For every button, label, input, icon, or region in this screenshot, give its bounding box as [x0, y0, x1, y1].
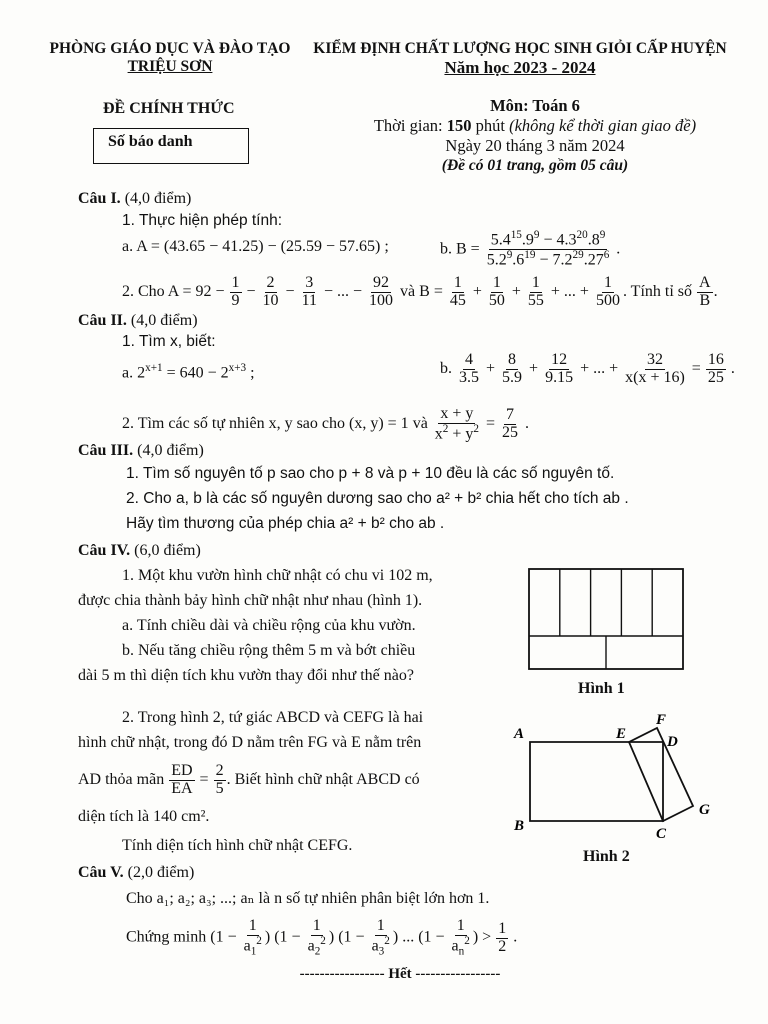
- q4-p1-b-line2: dài 5 m thì diện tích khu vườn thay đổi như thế nào?: [78, 667, 414, 684]
- q2-part2-text: 2. Tìm các số tự nhiên x, y sao cho: [122, 415, 345, 433]
- label-C: C: [656, 826, 667, 842]
- q3-heading: [78, 442, 204, 460]
- q5-line1: Cho a₁; a₂; a₃; ...; aₙ là n số tự nhiên phân biệt lớn hơn 1.: [126, 890, 490, 907]
- q5-prove-label: Chứng minh: [126, 928, 207, 946]
- candidate-id-label: Số báo danh: [108, 133, 193, 150]
- q1-b-fraction: $\frac{5.4^{15}.9^9 - 4.3^{20}.8^9}{5.2^9.6^{19} - 7.2^{29}.27^6}$: [486, 229, 610, 269]
- school-year: Năm học 2023 - 2024: [444, 58, 596, 77]
- time-unit: phút: [471, 116, 510, 135]
- q5-title: Câu V.: [78, 864, 124, 881]
- q2-b: b. $\frac{4}{3.5}$ + $\frac{8}{5.9}$ + $\frac{12}{9.15}$ + ... + $\frac{32}{x(x + 16)}$ = $\frac{16}{25}$ .: [440, 351, 735, 386]
- q4-p1-line1: 1. Một khu vườn hình chữ nhật có chu vi 102 m,: [122, 567, 433, 584]
- q2-heading: [78, 312, 198, 330]
- q3-part2b: Hãy tìm thương của phép chia a² + b² cho ab .: [126, 515, 445, 532]
- time-note: (không kể thời gian giao đề): [509, 116, 697, 135]
- dept-line-2: TRIỆU SƠN: [127, 58, 213, 75]
- q1-a-label: a.: [122, 238, 134, 255]
- label-A: A: [514, 726, 525, 742]
- exam-title: KIỂM ĐỊNH CHẤT LƯỢNG HỌC SINH GIỎI CẤP HUYỆN: [313, 40, 727, 57]
- q1-b-label: b.: [440, 240, 452, 258]
- q4-p2-line3: AD thỏa mãn $\frac{ED}{EA}$ = $\frac{2}{5}$ . Biết hình chữ nhật ABCD có: [78, 762, 420, 797]
- q4-p1-b-line1: b. Nếu tăng chiều rộng thêm 5 m và bớt chiều: [122, 642, 416, 659]
- q1-and: và: [400, 282, 416, 300]
- q2-a-label: a.: [122, 364, 134, 382]
- q4-p2-line5: Tính diện tích hình chữ nhật CEFG.: [122, 836, 353, 854]
- q3-part2a: 2. Cho a, b là các số nguyên dương sao cho a² + b² chia hết cho tích ab .: [126, 490, 629, 507]
- q4-p2-line3b: . Biết hình chữ nhật ABCD có: [226, 770, 420, 788]
- figure-1-garden-rectangles: [528, 568, 684, 670]
- subject: Môn: Toán 6: [490, 96, 580, 115]
- q4-part2: [78, 705, 508, 858]
- q1-ratio-text: . Tính tỉ số: [622, 282, 692, 300]
- q1-b: b. B = $\frac{5.4^{15}.9^9 - 4.3^{20}.8^9}{5.2^9.6^{19} - 7.2^{29}.27^6}$ .: [440, 229, 621, 269]
- q4-p1-a: a. Tính chiều dài và chiều rộng của khu vườn.: [122, 617, 416, 634]
- time-line: [330, 116, 740, 136]
- q4-p2-line4: diện tích là 140 cm².: [78, 807, 210, 825]
- q4-p1-line2: được chia thành bảy hình chữ nhật như nhau (hình 1).: [78, 592, 423, 609]
- exam-date: Ngày 20 tháng 3 năm 2024: [445, 136, 625, 155]
- q1-title: Câu I.: [78, 190, 121, 207]
- time-value: 150: [446, 116, 472, 135]
- candidate-id-box: [93, 128, 249, 164]
- time-label: Thời gian:: [373, 116, 447, 135]
- q4-part1: [78, 563, 508, 688]
- rect-ABCD: [530, 742, 663, 821]
- pages-note: (Đề có 01 trang, gồm 05 câu): [441, 157, 629, 174]
- figure-1-caption: Hình 1: [578, 680, 625, 697]
- q4-p2-line1: 2. Trong hình 2, tứ giác ABCD và CEFG là hai: [122, 709, 424, 726]
- label-E: E: [616, 726, 627, 742]
- q1-heading: [78, 190, 191, 208]
- q5-heading: [78, 864, 194, 882]
- q1-a: [122, 238, 389, 256]
- q2-title: Câu II.: [78, 312, 127, 329]
- q3-title: Câu III.: [78, 442, 134, 459]
- q1-part2-start: 2. Cho: [122, 282, 165, 300]
- label-B: B: [514, 818, 525, 834]
- q2-points: (4,0 điểm): [126, 312, 198, 329]
- label-D: D: [667, 734, 678, 750]
- q4-heading: [78, 542, 201, 560]
- ratio-den: B: [699, 291, 711, 309]
- q2-gcd: (x, y) = 1: [349, 415, 409, 433]
- q4-points: (6,0 điểm): [130, 542, 201, 559]
- exam-info: [330, 96, 740, 176]
- q5-line2: Chứng minh (1 − $\frac{1}{a_1^2}$ ) (1 − $\frac{1}{a_2^2}$ ) (1 − $\frac{1}{a_3^2}$ ) ... (1 − $\frac{1}{a_n^2}$ ) > $\frac{1}{2}$ .: [126, 917, 518, 958]
- q4-title: Câu IV.: [78, 542, 131, 559]
- ratio-num: A: [699, 274, 711, 291]
- q2-part1: 1. Tìm x, biết:: [122, 333, 216, 350]
- q4-p2-line3a: AD thỏa mãn: [78, 770, 165, 788]
- q2-a-mid: = 640 − 2: [162, 364, 229, 382]
- q2-and: và: [412, 415, 428, 433]
- dept-line-1: PHÒNG GIÁO DỤC VÀ ĐÀO TẠO: [49, 40, 291, 57]
- q4-p2-line2: hình chữ nhật, trong đó D nằm trên FG và E nằm trên: [78, 734, 422, 751]
- label-F: F: [656, 712, 667, 728]
- department-name: [40, 40, 300, 76]
- q1-part1: 1. Thực hiện phép tính:: [122, 212, 283, 229]
- q1-b-lhs: B =: [456, 240, 480, 258]
- official-label: ĐỀ CHÍNH THỨC: [103, 100, 235, 117]
- q1-points: (4,0 điểm): [120, 190, 192, 207]
- label-G: G: [699, 802, 710, 818]
- q1-part2: 2. Cho A = 92 − $\frac{1}{9}$ − $\frac{2}{10}$ − $\frac{3}{11}$ − ... − $\frac{92}{100}$ và B = $\frac{1}{45}$ + $\frac{1}{50}$ + $\frac{1}{55}$ + ... + $\frac{1}{500}$ . Tính tỉ số $\frac{A}{B}$ .: [122, 274, 718, 309]
- exam-title-block: [300, 40, 740, 78]
- figure-2-rectangles: [506, 706, 726, 846]
- q3-points: (4,0 điểm): [133, 442, 204, 459]
- q5-points: (2,0 điểm): [123, 864, 195, 881]
- q2-part2: 2. Tìm các số tự nhiên x, y sao cho (x, y) = 1 và $\frac{x + y}{x^2 + y^2}$ = $\frac{7}{25}$ .: [122, 405, 530, 443]
- end-marker: ----------------- Hết -----------------: [299, 966, 501, 982]
- figure-2-caption: Hình 2: [583, 848, 630, 865]
- q2-b-label: b.: [440, 359, 452, 377]
- q2-a: a. $2^{x+1} = 640 - 2^{x+3}$ ;: [122, 362, 255, 382]
- q3-part1: 1. Tìm số nguyên tố p sao cho p + 8 và p + 10 đều là các số nguyên tố.: [126, 465, 615, 482]
- q1-a-expression: A = (43.65 − 41.25) − (25.59 − 57.65) ;: [136, 238, 389, 255]
